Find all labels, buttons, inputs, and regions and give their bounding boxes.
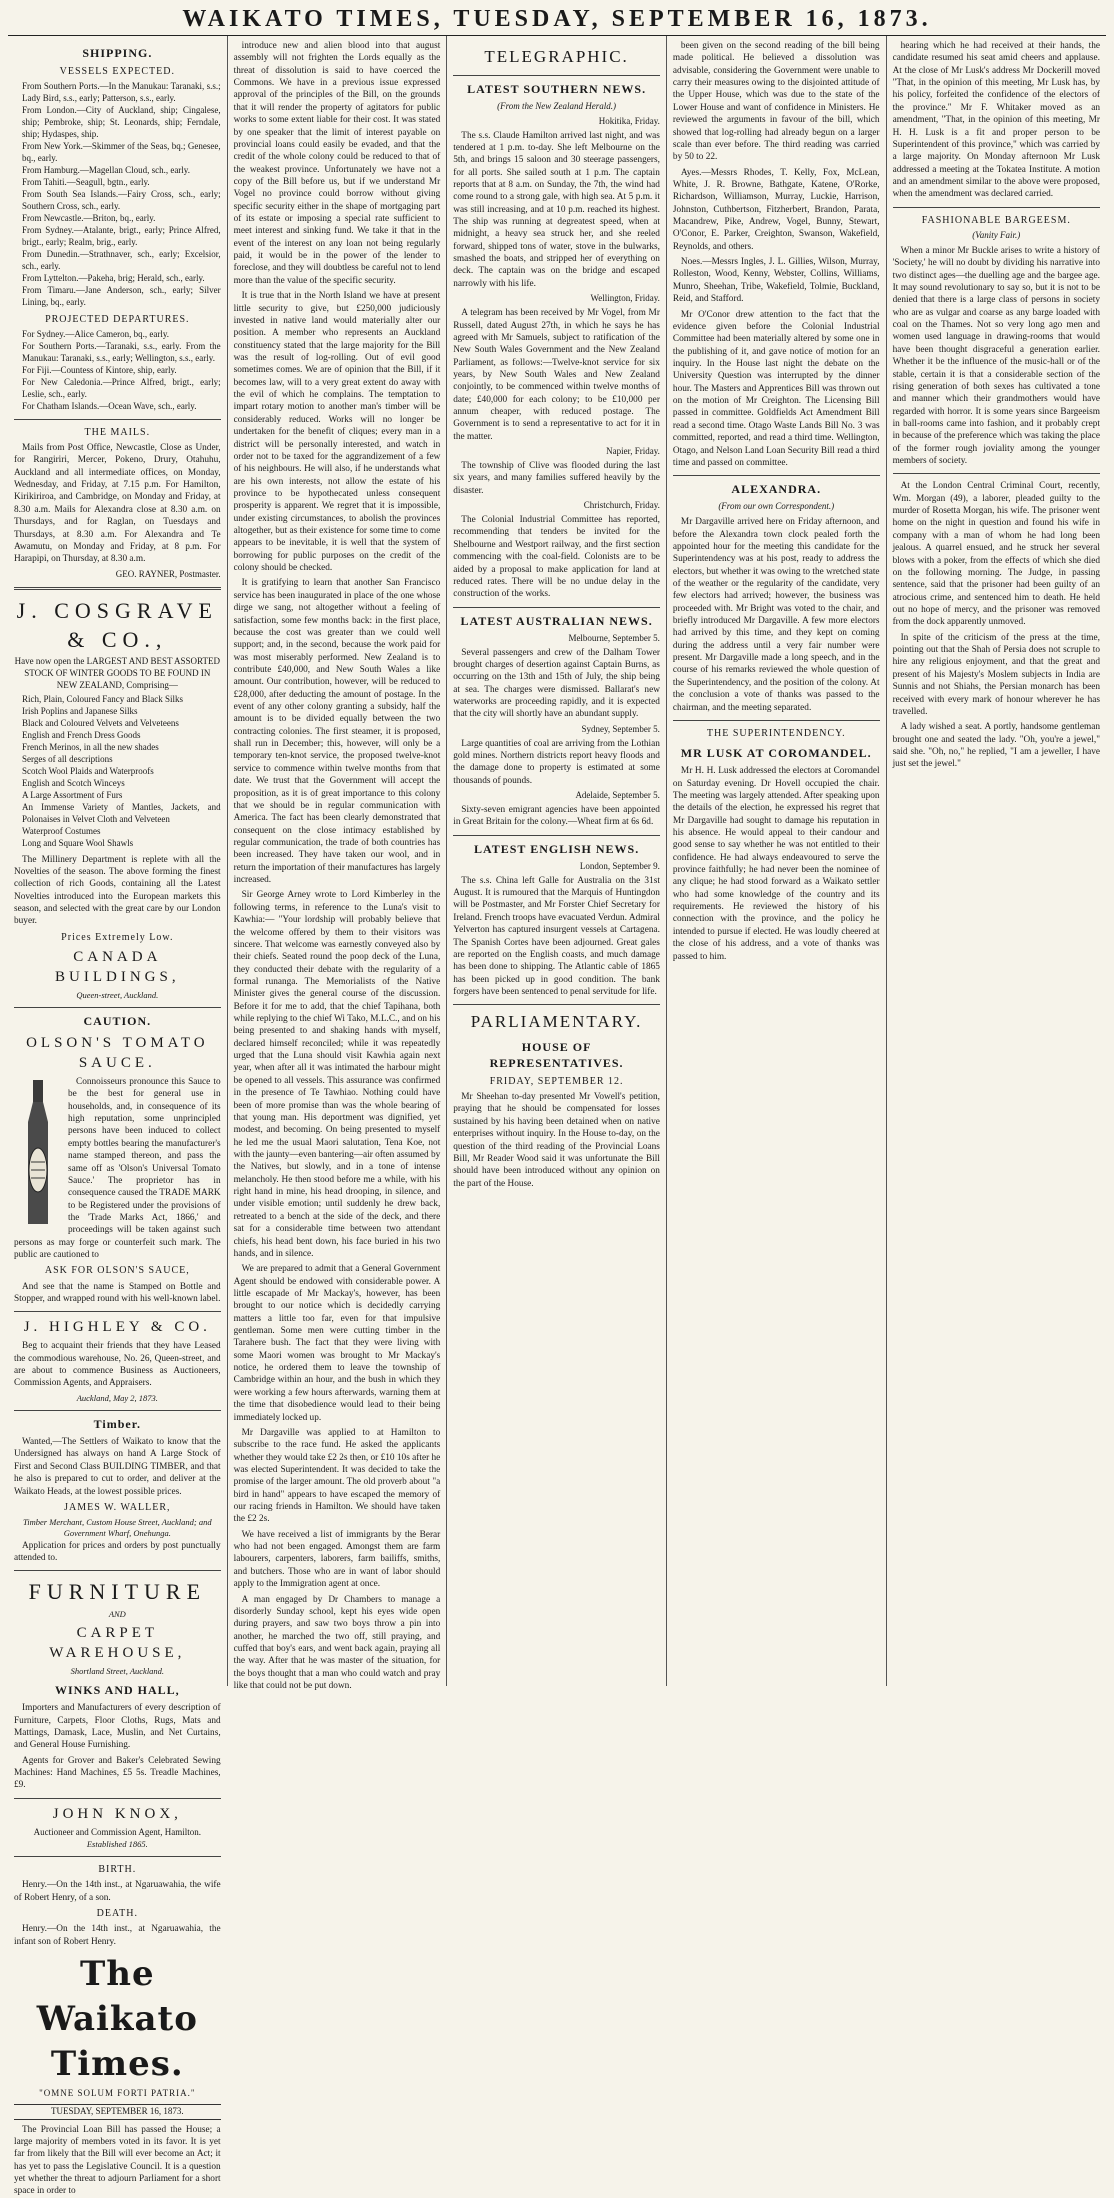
divider xyxy=(893,473,1100,474)
higley-date: Auckland, May 2, 1873. xyxy=(76,1392,158,1403)
list-item: Irish Poplins and Japanese Silks xyxy=(22,705,138,716)
house-date: FRIDAY, SEPTEMBER 12. xyxy=(489,1075,624,1087)
article-paragraph: Mr Dargaville was applied to at Hamilton to subscribe to the race fund. He asked the applicants whether they would take £2 2s then, or £10 10s after he was elected Superintendent. It was decided to take the promise of the larger amount. The old proverb about "a bird in hand" appears to have escaped the memory of our racing friends in Hamilton. We should have taken the £2 2s. xyxy=(233,1427,441,1525)
house-misc: Mr O'Conor drew attention to the fact that the evidence given before the Colonial Industrial Committee had been materially altered by some one in the publishing of it, and gave notice of motion for an inquiry. In the House last night the debate on the University Question was interrupted by the dinner hour. The Masters and Apprentices Bill was thrown out on the motion of Mr Creighton. The Licensing Bill passed in committee. Goldfields Act Amendment Bill read a second time. Otago Waste Lands Bill No. 3 was committed, reported, and read a third time. Wellington, Otago, and Nelson Land Loan Security Bill read a third time and passed on committee. xyxy=(672,309,880,468)
cosgrave-prices: Prices Extremely Low. xyxy=(61,931,174,943)
divider xyxy=(453,1004,660,1005)
departures-heading: PROJECTED DEPARTURES. xyxy=(45,313,190,325)
fashionable-text: When a minor Mr Buckle arises to write a history of 'Society,' he will no doubt by dividing his narrative into two distinct ages—the duelling age and the bargee age. It may sound revolutionary to say so, but it is not to be denied that there is a large class of persons in society who are as vulgar and coarse as any barge loaded with coal on the Thames. Not so very long ago men and women used language in drawing-rooms that would have been thought disgraceful a generation earlier. Whether it be the influence of the music-hall or of the stable, certain it is that a considerable section of the rising generation of both sexes has cultivated a tone and manner which their grandmothers would have regarded with horror. It is some years since Bargeeism in ball-rooms came into fashion, and it probably crept in because of the preference which was taking the place of the former rough joviality among the younger members of society. xyxy=(892,245,1100,467)
dateline-place: Sydney, September 5. xyxy=(581,723,660,734)
higley-text: Beg to acquaint their friends that they have Leased the commodious warehouse, No. 26, Queen-street, and are about to commence Business as Auctioneers, Commission Agents, and Appraisers. xyxy=(14,1341,221,1389)
noes-list: Noes.—Messrs Ingles, J. L. Gillies, Wilson, Murray, Rolleston, Wood, Kenny, Webster, Collins, Williams, Munro, Sheehan, Tribe, Wakefield, Tolmie, Buckland, Reid, and Stafford. xyxy=(672,257,880,305)
knox-subtitle: Auctioneer and Commission Agent, Hamilton. xyxy=(33,1826,202,1837)
list-item: For Fiji.—Countess of Kintore, ship, early. xyxy=(22,364,177,375)
list-item: Black and Coloured Velvets and Velveteens xyxy=(22,717,179,728)
list-item: From Tahiti.—Seagull, bgtn., early. xyxy=(22,177,150,187)
shah-text: In spite of the criticism of the press at the time, pointing out that the Shah of Persia does not scruple to hire any religious enjoyment, and that the great and present of his Majesty's Moslem subjects in India are Sunnis and not Shiahs, the Persian monarch has been received with every mark of honour wherever he has travelled. xyxy=(892,632,1100,717)
news-item: The township of Clive was flooded during the last six years, and many families suffered heavily by the disaster. xyxy=(453,461,660,496)
news-item: Sixty-seven emigrant agencies have been appointed in Great Britain for the colony.—Wheat firm at 6s 6d. xyxy=(453,805,660,828)
furniture-address: Shortland Street, Auckland. xyxy=(70,1665,165,1676)
birth-heading: BIRTH. xyxy=(98,1863,137,1875)
article-paragraph: We are prepared to admit that a General Government Agent should be endowed with considerable power. A little escapade of Mr Mackay's, however, has been brought to our notice which is decidedly carrying matters a little too far, even for that impulsive gentleman. Some men were cutting timber in the Tarahere bush. The fact that they were living with some Maori women was brought to Mr Mackay's notice, he ordered them to leave the township of Cambridge within an hour, and the bush in which they were working a few hours afterwards, warning them at the time that disobedience would lead to their being immediately locked up. xyxy=(233,1264,441,1423)
masthead-paper: WAIKATO TIMES, xyxy=(182,6,444,32)
death-heading: DEATH. xyxy=(96,1907,138,1919)
article-paragraph: We have received a list of immigrants by the Berar who had not been engaged. Amongst them are farm labourers, carpenters, laborers, farm bailiffs, smiths, and butchers. Those who are in want of labor should apply to the Immigration agent at once. xyxy=(233,1529,441,1590)
news-item: The s.s. Claude Hamilton arrived last night, and was tendered at 1 p.m. to-day. She left Melbourne on the 5th, and brings 15 saloon and 30 steerage passengers, for all ports. She sailed south at 1 p.m. The captain reports that at 8 a.m. on Sunday, the 7th, the wind had come round to a strong gale, with high sea. At 5 p.m. it was still increasing, and at 10 p.m. reached its highest. The ship was running at degreatest speed, when at midnight, a heavy sea struck her, and she reeled forward, shipped tons of water, stove in the bulwarks, smashed the boats, and stripped her of everything on deck. The captain was on the bridge and escaped narrowly with his life. xyxy=(453,130,660,289)
departures-list xyxy=(22,329,221,413)
divider xyxy=(14,1798,221,1799)
news-item: A telegram has been received by Mr Vogel, from Mr Russell, dated August 27th, in which he says he has agreed with Mr Samuels, subject to ratification of the New South Wales Government and the New Zealand Parliament, as follows:—Twelve-knot service for six years, by New South Wales and New Zealand conjointly, to be commenced within twelve months of date; £40,000 for each colony; to be £10,000 per annum cheaper, with reduced postage. The Government is to send a representative to act for it in the matter. xyxy=(453,308,660,442)
olson-ask: ASK FOR OLSON'S SAUCE, xyxy=(44,1265,190,1277)
list-item: From Timaru.—Jane Anderson, sch., early; Silver Lining, bq., early. xyxy=(22,284,221,307)
columns xyxy=(8,36,1106,2197)
alexandra-source: (From our own Correspondent.) xyxy=(718,501,835,512)
cosgrave-list xyxy=(22,694,221,850)
divider xyxy=(14,1311,221,1312)
masthead-date: SEPTEMBER 16, 1873. xyxy=(611,6,932,32)
caution-heading: CAUTION. xyxy=(83,1014,152,1029)
divider xyxy=(453,75,660,76)
list-item: Serges of all descriptions xyxy=(22,753,113,764)
dateline-place: Adelaide, September 5. xyxy=(575,790,660,801)
news-item: Large quantities of coal are arriving from the Lothian gold mines. Northern districts report heavy floods and the damage done to property is estimated at some thousands of pounds. xyxy=(453,738,660,786)
article-paragraph: It is true that in the North Island we have at present little security to give, but £250,000 judiciously invested in native land would materially alter our position. A member who represents an Auckland constituency stated that the large majority for the Bill was the result of log-rolling. Out of evil good sometimes comes. We are of opinion that the Bill, if it becomes law, will to a very great extent do away with the evil of which he complains. The temptation to impart rotary motion to another man's timber will be considerably reduced. Works will no longer be undertaken for the benefit of cliques; every man in a district will be personally interested, and watch in order not to be taxed for the aggrandizement of a few of his neighbours. He will also, if he understands what are his own interests, not allow the estate of his province to be hypothecated unless consequent prosperity is apparent. We regret that it is impossible, under existing circumstances, to abolish the provinces altogether, but as their existence for some time to come appears to be inevitable, it is well that the system of borrowing for public purposes on the credit of the colony should be checked. xyxy=(233,291,441,574)
timber-heading: Timber. xyxy=(93,1417,141,1432)
list-item: For Southern Ports.—Taranaki, s.s., early. From the Manukau: Taranaki, s.s., early; Wellington, s.s., early. xyxy=(22,340,221,363)
list-item: From Hamburg.—Magellan Cloud, sch., early. xyxy=(22,165,190,176)
list-item: From South Sea Islands.—Fairy Cross, sch., early; Southern Cross, sch., early. xyxy=(22,188,221,211)
timber-signature: JAMES W. WALLER, xyxy=(64,1501,171,1513)
timber-post: Application for prices and orders by post punctually attended to. xyxy=(14,1540,221,1564)
list-item: From Dunedin.—Strathnaver, sch., early; Excelsior, sch., early. xyxy=(22,248,221,271)
list-item: From New York.—Skimmer of the Seas, bq.; Genesee, bq., early. xyxy=(22,141,221,164)
death-text: Henry.—On the 14th inst., at Ngaruawahia, the infant son of Robert Henry. xyxy=(14,1924,221,1947)
masthead-day: TUESDAY, xyxy=(453,6,602,32)
divider xyxy=(14,1007,221,1008)
column-5 xyxy=(887,36,1106,1686)
divider xyxy=(14,1570,221,1571)
list-item: French Merinos, in all the new shades xyxy=(22,741,159,752)
dateline-place: Wellington, Friday. xyxy=(590,293,660,304)
superintendency-heading: THE SUPERINTENDENCY. xyxy=(706,727,846,739)
article-paragraph: A man engaged by Dr Chambers to manage a disorderly Sunday school, kept his eyes wide open during prayers, and saw two boys throw a pin into another, he marched the two off, still praying, and cuffed that boy's ears, and went back again, praying all the way. After that he was master of the situation, for the boys thought that a man who could watch and pray like that could not be put down. xyxy=(233,1594,441,1692)
ayes-list: Ayes.—Messrs Rhodes, T. Kelly, Fox, McLean, White, J. R. Browne, Bathgate, Katene, O'Rorke, Richardson, Williamson, Murray, Luckie, Harrison, Johnston, Cuthbertson, Fitzherbert, Brandon, Parata, Macandrew, Pike, Andrew, Vogel, Bunny, Stewart, O'Conor, E. Parker, Creighton, Swanson, Wakefield, Reynolds, and others. xyxy=(672,167,880,252)
leader-paragraph: The Provincial Loan Bill has passed the House; a large majority of members voted in its favor. It is yet far from likely that the Bill will ever become an Act; it has yet to pass the Legislative Council. It is a question yet whether the threat to adjourn Parliament for a short space in order to xyxy=(14,2124,221,2197)
list-item: Waterproof Costumes xyxy=(22,825,101,836)
timber-address: Timber Merchant, Custom House Street, Auckland; and Government Wharf, Onehunga. xyxy=(23,1517,212,1539)
fashionable-heading: FASHIONABLE BARGEESM. xyxy=(921,214,1071,226)
dateline-place: London, September 9. xyxy=(579,860,660,871)
winks-agents: Agents for Grover and Baker's Celebrated Sewing Machines: Hand Machines, £5 5s. Treadle Machines, £9. xyxy=(14,1755,221,1791)
dateline-place: Napier, Friday. xyxy=(606,446,660,457)
article-paragraph: Sir George Arney wrote to Lord Kimberley in the following terms, in reference to the Luna's visit to Kawhia:— "Your lordship will probably believe that the welcome offered by them to their visitors was sincere. That welcome was earnestly conveyed also by their chiefs. Seated round the poop deck of the Luna, they conducted their debate with the regularity of a formal runanga. The Memorialists of the Native Minister gives the general course of the discussion. Before it for me to add, that the chief Tapihana, both while replying to the chief Wi Tako, M.L.C., and on his being presented to and shaking hands with myself, declared himself reconciled; while it was repeatedly urged that the Luna should visit Kawhia again next year, when after all it was intimated the harbour might be opened to all vessels. This assurance was confirmed in the presence of Te Tawhiao. Nothing could have been of more promise than was the whole bearing of that young man. His deportment was dignified, yet modest, and becoming. On being presented to myself he led me the usual Maori salutation, Tena Koe, not with the jaunty—even bantering—air often assumed by the Natives, but slowly, and in a tone of intense melancholy. He then stood before me a while, with his right hand in mine, his head drooping, in silence, and under visible emotion; until suddenly he drew back, retreated to a bench at the side of the deck, and there sat for a considerable time between two attendant chiefs, his head bent down, his face buried in his two hands, and in silence. xyxy=(233,890,441,1259)
court-text: At the London Central Criminal Court, recently, Wm. Morgan (49), a laborer, pleaded guilty to the murder of Rosetta Morgan, his wife. The prisoner went home on the night in question and found his wife in company with a man of whom he had long been jealous. A quarrel ensued, and he struck her several blows with a poker, from the effects of which she died on the following morning. The Judge, in passing sentence, said that the prisoner had been guilty of an atrocious crime, and sentenced him to death. He held out no hope of mercy, and the prisoner was removed from the dock apparently unmoved. xyxy=(892,481,1100,628)
shipping-heading: SHIPPING. xyxy=(82,46,153,60)
divider xyxy=(673,720,880,721)
expected-list xyxy=(22,81,221,308)
telegraphic-heading: TELEGRAPHIC. xyxy=(484,47,629,66)
news-item: The Colonial Industrial Committee has reported, recommending that tenders be invited for the Shelbourne and Westport railway, and the first section commencing with the coal-field. Colonists are to be aided by a proposal to make application for land at reduced rates. There will be no undue delay in the construction of the works. xyxy=(453,515,660,600)
olson-title: OLSON'S TOMATO SAUCE. xyxy=(26,1035,209,1072)
dateline-place: Hokitika, Friday. xyxy=(598,115,660,126)
cosgrave-tail: The Millinery Department is replete with all the Novelties of the season. The above forming the finest collection of rich Goods, containing all the Latest Novelties introduced into the European markets this season, and selected with the great care by our London buyer. xyxy=(14,854,221,927)
list-item: Rich, Plain, Coloured Fancy and Black Silks xyxy=(22,694,183,704)
winks-text: Importers and Manufacturers of every description of Furniture, Carpets, Floor Cloths, Rugs, Mats and Mattings, Damask, Lace, Muslin, and Net Curtains, and General House Furnishing. xyxy=(14,1703,221,1751)
divider xyxy=(673,475,880,476)
list-item: For New Caledonia.—Prince Alfred, brigt., early; Leslie, sch., early. xyxy=(22,376,221,399)
mails-heading: THE MAILS. xyxy=(84,426,151,438)
higley-title: J. HIGHLEY & CO. xyxy=(23,1319,211,1336)
winks-title: WINKS AND HALL, xyxy=(54,1683,180,1698)
paper-motto: "OMNE SOLUM FORTI PATRIA." xyxy=(39,2087,196,2098)
house-heading: HOUSE OF REPRESENTATIVES. xyxy=(489,1039,624,1070)
cosgrave-title: J. COSGRAVE & CO., xyxy=(16,597,218,652)
olson-text: Connoisseurs pronounce this Sauce to be the best for general use in households, and, in consequence of its high reputation, some unprincipled persons have been induced to collect empty bottles bearing the manufacturer's name stamped thereon, and pass the same off as 'Olson's Universal Tomato Sauce.' The proprietor has in consequence caused the TRADE MARK to be Registered under the provisions of the 'Trade Marks Act, 1866,' and proceedings will be taken against such persons as may forge or counterfeit such mark. The public are cautioned to xyxy=(14,1077,221,1261)
knox-established: Established 1865. xyxy=(86,1838,148,1849)
lusk-text: Mr H. H. Lusk addressed the electors at Coromandel on Saturday evening. Dr Hovell occupied the chair. The meeting was largely attended. After speaking upon the details of the election, he expressed his regret that Mr Dargaville had sought to damage his reputation in his absence. He would appeal to their candour and good sense to say whether he was not entitled to their confidence. He had always endeavoured to serve the province faithfully; he had never been the nominee of any clique; he had stood forward as a Waikato settler who had some knowledge of the country and its requirements. He reviewed the history of his connection with the province, and the policy he intended to pursue if elected. He was loudly cheered at the close of his address, and a vote of thanks was passed to him. xyxy=(672,766,880,962)
list-item: An Immense Variety of Mantles, Jackets, and Polonaises in Velvet Cloth and Velveteen xyxy=(22,801,221,824)
column-3 xyxy=(447,36,667,1686)
southern-news-heading: LATEST SOUTHERN NEWS. xyxy=(467,81,647,96)
jewel-text: A lady wished a seat. A portly, handsome gentleman brought one and seated the lady. "Oh, you're a jewel," said she. "Oh, no," he replied, "I am a jeweller, I have just set the jewel." xyxy=(892,722,1100,770)
knox-title: JOHN KNOX, xyxy=(52,1805,182,1822)
list-item: From Lyttelton.—Pakeha, brig; Herald, sch., early. xyxy=(22,272,205,283)
olson-tail: And see that the name is Stamped on Bottle and Stopper, and wrapped round with his well-known label. xyxy=(14,1281,221,1305)
column-2 xyxy=(228,36,448,1692)
list-item: From Southern Ports.—In the Manukau: Taranaki, s.s.; Lady Bird, s.s., early; Patterson, s.s., early. xyxy=(22,81,221,104)
list-item: Long and Square Wool Shawls xyxy=(22,837,134,848)
english-news-heading: LATEST ENGLISH NEWS. xyxy=(473,841,640,856)
mails-text: Mails from Post Office, Newcastle, Close as Under, for Rangiriri, Mercer, Pokeno, Drury, Otahuhu, Auckland and all intermediate offices, on Monday, Wednesday, and Friday, at 7.15 p.m. For Hamilton, Kirikiriroa, and Cambridge, on Monday and Friday, at 8.30 a.m. Mails for Alexandra close at 8.30 a.m. on Thursdays, and for Raglan, on Tuesdays and Thursdays, at 8.30 a.m. For Alexandra and Te Awamutu, on Monday and Friday, at 8 p.m. For Harapipi, on Thursday, at 8.30 a.m. xyxy=(14,443,221,565)
canada-subtitle: Queen-street, Auckland. xyxy=(76,989,159,1000)
list-item: From London.—City of Auckland, ship; Cingalese, ship; Pembroke, ship; St. Leonards, ship; Ferndale, ship; Hydaspes, ship. xyxy=(22,105,221,140)
furniture-and: AND xyxy=(108,1608,126,1619)
alexandra-heading: ALEXANDRA. xyxy=(731,482,822,497)
lusk-heading: MR LUSK AT COROMANDEL. xyxy=(680,746,872,761)
parliamentary-heading: PARLIAMENTARY. xyxy=(470,1012,643,1032)
divider xyxy=(14,587,221,590)
list-item: For Chatham Islands.—Ocean Wave, sch., early. xyxy=(22,400,197,411)
fashionable-source: (Vanity Fair.) xyxy=(972,229,1021,240)
divider xyxy=(14,1410,221,1411)
house-continued: been given on the second reading of the bill being made political. He believed a dissolution was advisable, considering the Government were unable to carry their measures owing to the disjointed attitude of the Upper House, which was due to the state of the Lower House and want of confidence in Ministers. He reviewed the arguments in favour of the bill, which showed that log-rolling had already begun on a larger scale than ever before. The third reading was carried by 50 to 22. xyxy=(672,41,880,163)
dateline-place: Melbourne, September 5. xyxy=(568,632,660,643)
furniture-title: FURNITURE xyxy=(28,1579,207,1605)
australian-news-heading: LATEST AUSTRALIAN NEWS. xyxy=(460,613,653,628)
divider xyxy=(453,835,660,836)
mails-signature: GEO. RAYNER, Postmaster. xyxy=(115,568,221,579)
southern-news-source: (From the New Zealand Herald.) xyxy=(497,100,617,111)
sauce-bottle-image xyxy=(14,1078,62,1228)
article-paragraph: It is gratifying to learn that another San Francisco service has been inaugurated in place of the one whose dirge we sang, not altogether without a feeling of satisfaction, some few months back: in the first place, because the cost was greater than we could well support; and, in the second, because the work paid for was most miserably performed. New Zealand is to contribute £40,000, and New South Wales a like amount. Our contribution, however, will be reduced to £28,000, after deducting the amount of postage. In the event of any other colony granting a subsidy, half the amount is to be divided equally between the two contracting colonies. The first steamer, it is proposed, shall run in December; this, however, will only be a temporary ten-knot service, the proposed twelve-knot service to commence within twelve months from that date. We trust that the Government will accept the proposition, as it is of great importance to this colony that we should be in regular communication with America. The fact has been clearly demonstrated that consequent on the close intimacy established by regular communication, the trade of both countries has been increased. They have taken our wool, and in return the importation of their manufactures has largely increased. xyxy=(233,578,441,886)
alexandra-text: Mr Dargaville arrived here on Friday afternoon, and before the Alexandra town clock pealed forth the appointed hour for the meeting this candidate for the Superintendency was at his post, ready to address the electors, but whether it was owing to the wretched state of the weather or the regularity of the candidate, very few electors had arrived; however, the business was proceeded with. Mr Bright was voted to the chair, and briefly introduced Mr Dargaville. A few more electors had arrived by this time, and they kept on coming during the address until a very fair number were present. Mr Dargaville made a long speech, and in the course of his remarks reviewed the whole question of the Superintendency, and the position of the colony. At the conclusion a vote of thanks was passed to the chairman, and the meeting separated. xyxy=(672,517,880,713)
list-item: For Sydney.—Alice Cameron, bq., early. xyxy=(22,328,170,339)
news-item: Several passengers and crew of the Dalham Tower brought charges of desertion against Captain Burns, as occurring on the 13th and 15th of July, the ship being at sea. The charges were dismissed. Ballarat's new waterworks are proceeding rapidly, and it is expected that the city will shortly have an abundant supply. xyxy=(453,647,660,720)
article-paragraph: introduce new and alien blood into that august assembly will not frighten the Lords equally as the threat of dissolution is said to have coerced the Commons. We have in a previous issue expressed approval of the principles of the Bill, on the grounds that it will render the property of agitators for public works to some extent liable for their cost. It was stated by one speaker that the limit of interest payable on provincial loans could easily be evaded, and that the credit of the whole colony could be reduced to that of the weakest province. Unfortunately we have not a copy of the Bill before us, but if we understand Mr Vogel no province could borrow without giving specific security either in the shape of mortgaging part of its estate or imposing a special rate sufficient to meet interest and sinking fund. We take it that in the event of the interest on any loan not being regularly paid, it would be in the power of the lender to foreclose, and they will doubtless be careful not to lend more than the value of the specific security. xyxy=(233,41,441,286)
dateline-place: Christchurch, Friday. xyxy=(583,500,660,511)
paper-title: The Waikato Times. xyxy=(36,1953,198,2085)
list-item: From Sydney.—Atalante, brigt., early; Prince Alfred, brigt., early; Realm, brig., early. xyxy=(22,224,221,247)
column-1 xyxy=(8,36,228,2197)
divider xyxy=(453,607,660,608)
column-4 xyxy=(667,36,887,1686)
list-item: English and Scotch Winceys xyxy=(22,777,125,788)
list-item: From Newcastle.—Briton, bq., early. xyxy=(22,212,156,223)
timber-text: Wanted,—The Settlers of Waikato to know that the Undersigned has always on hand A Large Stock of First and Second Class BUILDING TIMBER, and that he also is prepared to cut to order, and deliver at the Waikato Heads, at the lowest possible prices. xyxy=(14,1437,221,1497)
cosgrave-subtitle: Have now open the LARGEST AND BEST ASSORTED STOCK OF WINTER GOODS TO BE FOUND IN NEW ZEALAND, Comprising— xyxy=(14,656,221,691)
lusk-continued: hearing which he had received at their hands, the candidate resumed his seat amid cheers and applause. At the close of Mr Lusk's address Mr Dockerill moved "That, in the opinion of this meeting, Mr Lusk has, by his policy, forfeited the confidence of the electors of the province." Mr F. Whitaker moved as an amendment, "That, in the opinion of this meeting, Mr H. H. Lusk is a fit and proper person to be Superintendent of this province," which was carried by a large majority. On Monday afternoon Mr Lusk addressed a meeting at the Tokatea Institute. A motion and an amendment similar to the above were proposed, when the amendment was declared carried. xyxy=(892,41,1100,200)
divider xyxy=(893,207,1100,208)
news-item: The s.s. China left Galle for Australia on the 31st August. It is rumoured that the Marquis of Huntingdon will be Postmaster, and Mr Forster Chief Secretary for Ireland. French troops have evacuated Verdun. Admiral Yelverton has captured insurgent vessels at Cartagena. The Spanish Cortes have been adjourned. Great gales are reported on the English coasts, and much damage has been done to shipping. The Atlantic cable of 1865 has been picked up in good condition. The bank forgers have been sentenced to penal servitude for life. xyxy=(453,875,660,997)
paper-dateline: TUESDAY, SEPTEMBER 16, 1873. xyxy=(14,2104,221,2120)
furniture-title-2: CARPET WAREHOUSE, xyxy=(49,1625,186,1661)
birth-text: Henry.—On the 14th inst., at Ngaruawahia, the wife of Robert Henry, of a son. xyxy=(14,1880,221,1903)
canada-title: CANADA BUILDINGS, xyxy=(55,949,180,985)
expected-heading: VESSELS EXPECTED. xyxy=(59,65,175,77)
list-item: Scotch Wool Plaids and Waterproofs xyxy=(22,765,154,776)
list-item: A Large Assortment of Furs xyxy=(22,789,123,800)
divider xyxy=(14,419,221,420)
list-item: English and French Dress Goods xyxy=(22,729,141,740)
masthead xyxy=(8,6,1106,36)
house-text: Mr Sheehan to-day presented Mr Vowell's petition, praying that he should be compensated for losses sustained by his having been detained when on native enterprises without inquiry. In the House to-day, on the question of the third reading of the Provincial Loans Bill, Mr Reader Wood said it was unfortunate the Bill should have been introduced without any opinion on the part of the House. xyxy=(453,1092,660,1189)
divider xyxy=(14,1856,221,1857)
